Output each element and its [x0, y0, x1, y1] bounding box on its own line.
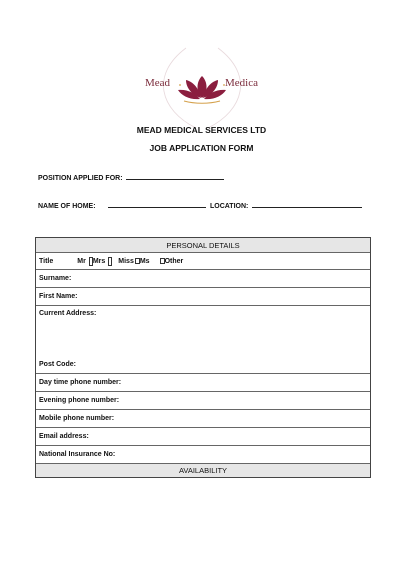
personal-details-table	[35, 237, 371, 478]
current-address-row[interactable]	[36, 305, 370, 355]
name-of-home-label: NAME OF HOME:	[38, 203, 96, 210]
day-phone-row[interactable]	[36, 373, 370, 391]
ni-number-row[interactable]	[36, 445, 370, 463]
mobile-phone-row[interactable]	[36, 409, 370, 427]
name-of-home-input[interactable]	[108, 199, 206, 208]
mobile-phone-label: Mobile phone number:	[39, 415, 115, 422]
ni-number-label: National Insurance No:	[39, 451, 116, 458]
personal-details-header: PERSONAL DETAILS	[36, 238, 370, 252]
surname-row[interactable]	[36, 269, 370, 287]
evening-phone-row[interactable]	[36, 391, 370, 409]
title-option-mrs: Mrs	[92, 257, 106, 265]
title-option-mr: Mr	[77, 257, 86, 265]
position-applied-label: POSITION APPLIED FOR:	[38, 175, 123, 182]
evening-phone-label: Evening phone number:	[39, 397, 120, 404]
form-title: JOB APPLICATION FORM	[149, 143, 254, 153]
lotus-flower-icon	[0, 40, 403, 130]
logo-text-right: Medica	[225, 77, 258, 89]
title-option-miss: Miss	[118, 257, 134, 265]
first-name-row[interactable]	[36, 287, 370, 305]
title-label: Title	[39, 257, 54, 265]
logo-text-left: Mead	[145, 77, 171, 89]
location-field	[210, 199, 362, 210]
company-name: MEAD MEDICAL SERVICES LTD	[136, 125, 267, 135]
title-row	[36, 252, 370, 269]
position-applied-field	[38, 171, 224, 182]
title-option-ms: Ms	[139, 257, 150, 265]
email-row[interactable]	[36, 427, 370, 445]
availability-header: AVAILABILITY	[36, 463, 370, 477]
post-code-label: Post Code:	[39, 360, 76, 368]
title-option-other: Other	[164, 257, 184, 265]
day-phone-label: Day time phone number:	[39, 379, 122, 386]
first-name-label: First Name:	[39, 293, 78, 300]
mrs-checkbox[interactable]	[108, 257, 112, 266]
surname-label: Surname:	[39, 275, 72, 282]
location-label: LOCATION:	[210, 203, 249, 210]
company-logo	[0, 40, 403, 130]
name-of-home-field	[38, 199, 206, 210]
position-applied-input[interactable]	[126, 171, 224, 180]
email-label: Email address:	[39, 433, 89, 440]
post-code-row[interactable]	[36, 355, 370, 373]
location-input[interactable]	[252, 199, 362, 208]
current-address-label: Current Address:	[39, 310, 97, 317]
